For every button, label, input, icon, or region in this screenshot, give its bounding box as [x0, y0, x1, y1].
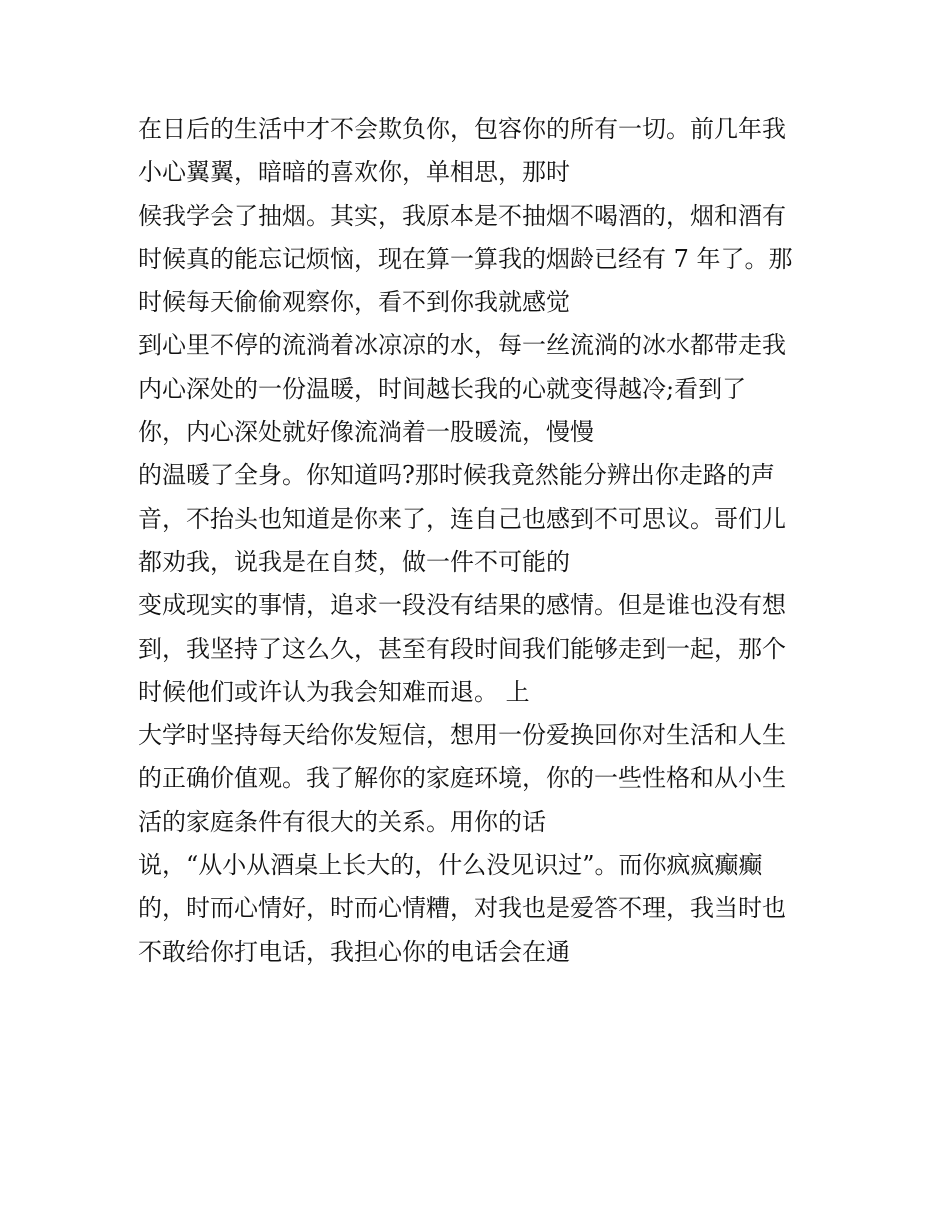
text-line-1: 在日后的生活中才不会欺负你，包容你的所有一切。前几年我 — [138, 115, 786, 143]
text-line-12: 变成现实的事情，追求一段没有结果的感情。但是谁也没有想 — [138, 591, 786, 620]
text-line-16: 的正确价值观。我了解你的家庭环境，你的一些性格和从小生 — [138, 764, 786, 793]
text-line-5: 时候每天偷偷观察你，看不到你我就感觉 — [138, 288, 570, 317]
text-line-7: 内心深处的一份温暖，时间越长我的心就变得越冷;看到了 — [138, 374, 747, 403]
text-line-14: 时候他们或许认为我会知难而退。 上 — [138, 677, 530, 706]
text-line-18: 说，“从小从酒桌上长大的，什么没见识过”。而你疯疯癫癫 — [138, 851, 763, 880]
text-line-15: 大学时坚持每天给你发短信，想用一份爱换回你对生活和人生 — [138, 721, 786, 750]
body-text — [138, 108, 818, 974]
text-line-19: 的，时而心情好，时而心情糟，对我也是爱答不理，我当时也 — [138, 894, 786, 923]
text-line-13: 到，我坚持了这么久，甚至有段时间我们能够走到一起，那个 — [138, 634, 786, 663]
text-line-6: 到心里不停的流淌着冰凉凉的水，每一丝流淌的冰水都带走我 — [138, 331, 786, 360]
text-line-20: 不敢给你打电话，我担心你的电话会在通 — [138, 937, 570, 966]
text-line-10: 音，不抬头也知道是你来了，连自己也感到不可思议。哥们儿 — [138, 504, 786, 533]
text-line-4: 时候真的能忘记烦恼，现在算一算我的烟龄已经有 7 年了。那 — [138, 244, 793, 273]
text-line-11: 都劝我，说我是在自焚，做一件不可能的 — [138, 547, 570, 576]
text-line-2: 小心翼翼，暗暗的喜欢你，单相思，那时 — [138, 158, 570, 187]
text-line-8: 你，内心深处就好像流淌着一股暖流，慢慢 — [138, 418, 594, 447]
text-line-9: 的温暖了全身。你知道吗?那时候我竟然能分辨出你走路的声 — [138, 461, 775, 490]
text-line-17: 活的家庭条件有很大的关系。用你的话 — [138, 807, 546, 836]
text-line-3: 候我学会了抽烟。其实，我原本是不抽烟不喝酒的，烟和酒有 — [138, 201, 786, 230]
